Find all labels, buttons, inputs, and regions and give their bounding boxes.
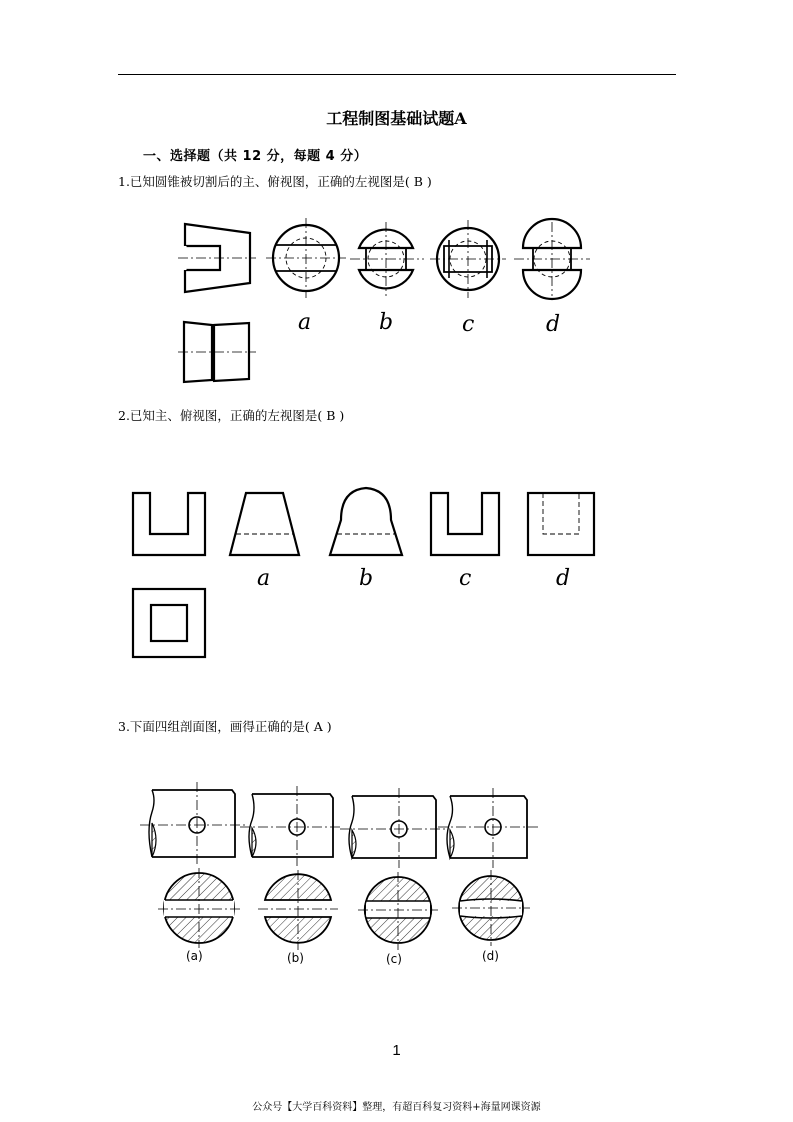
q3-option-b-section — [258, 870, 338, 950]
q1-option-a — [266, 218, 346, 298]
q3-label-c: (c) — [386, 952, 402, 966]
question-2-text: 2.已知主、俯视图，正确的左视图是( B ) — [118, 408, 345, 423]
q3-option-a-section — [158, 868, 240, 948]
q3-label-d: (d) — [482, 949, 499, 963]
q2-label-d: d — [556, 566, 571, 591]
q2-option-d — [528, 493, 594, 555]
section-heading: 一、选择题（共 12 分，每题 4 分） — [143, 149, 368, 164]
q2-top-view — [133, 589, 205, 657]
q3-option-c-section — [358, 872, 438, 950]
q1-label-b: b — [379, 310, 394, 335]
page-title: 工程制图基础试题A — [326, 109, 467, 128]
q1-label-a: a — [298, 310, 312, 335]
q1-option-c — [430, 220, 506, 298]
q1-label-c: c — [462, 312, 475, 337]
q2-label-b: b — [359, 566, 374, 591]
q2-front-view — [133, 493, 205, 555]
q2-option-a — [230, 493, 299, 555]
q3-label-b: (b) — [287, 951, 304, 965]
q2-label-a: a — [257, 566, 271, 591]
q1-top-view — [178, 322, 256, 382]
q3-option-d-shaft — [438, 788, 538, 868]
q1-option-d — [514, 219, 590, 299]
q2-option-c — [431, 493, 499, 555]
q3-option-c-shaft — [340, 788, 446, 868]
q3-option-b-shaft — [240, 786, 342, 866]
q3-option-d-section — [452, 870, 530, 946]
q1-label-d: d — [546, 312, 561, 337]
q3-option-a-shaft — [140, 782, 245, 866]
question-3-text: 3.下面四组剖面图，画得正确的是( A ) — [118, 719, 332, 734]
question-1-text: 1.已知圆锥被切割后的主、俯视图，正确的左视图是( B ) — [118, 174, 432, 189]
footer-note: 公众号【大学百科资料】整理，有超百科复习资料+海量网课资源 — [252, 1102, 541, 1113]
q2-label-c: c — [459, 566, 472, 591]
q3-label-a: (a) — [186, 949, 203, 963]
page-number: 1 — [392, 1042, 401, 1059]
q1-front-view — [178, 224, 256, 292]
q1-option-b — [350, 222, 424, 296]
q2-option-b — [330, 488, 402, 555]
